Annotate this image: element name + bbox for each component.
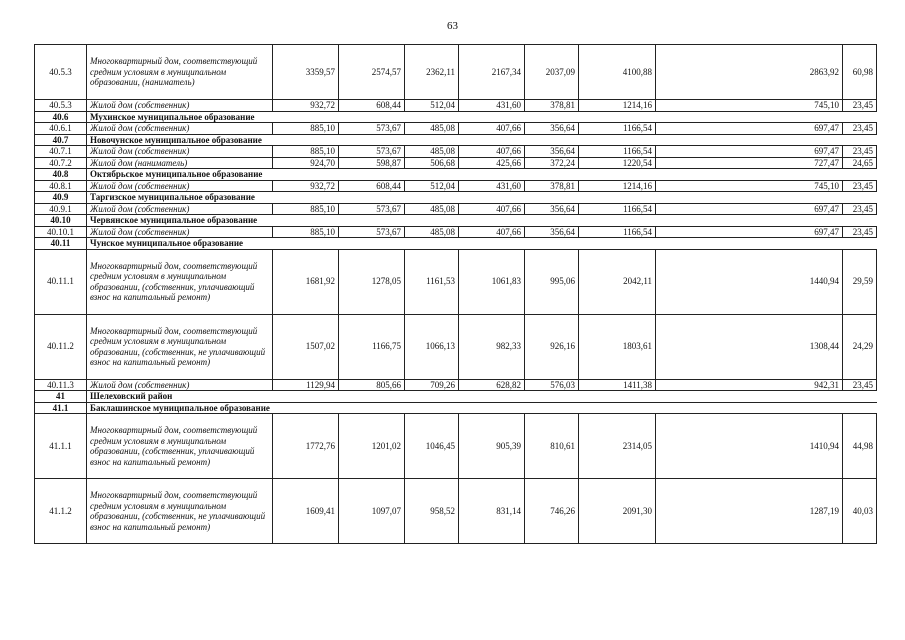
row-value: 1609,41 — [273, 479, 339, 544]
table-row — [35, 249, 877, 314]
row-value: 2042,11 — [579, 249, 656, 314]
row-description: Жилой дом (собственник) — [87, 226, 273, 238]
row-value: 1046,45 — [405, 414, 459, 479]
row-code: 40.7.1 — [35, 146, 87, 158]
row-value: 608,44 — [339, 100, 405, 112]
row-value: 485,08 — [405, 123, 459, 135]
row-value: 573,67 — [339, 123, 405, 135]
row-description: Жилой дом (собственник) — [87, 379, 273, 391]
row-value: 2037,09 — [525, 45, 579, 100]
row-value: 506,68 — [405, 157, 459, 169]
row-value: 1287,19 — [656, 479, 843, 544]
section-title: Мухинское муниципальное образование — [87, 111, 877, 123]
page-number: 63 — [447, 20, 458, 32]
table-row — [35, 226, 877, 238]
row-value: 942,31 — [656, 379, 843, 391]
row-value: 378,81 — [525, 100, 579, 112]
tariff-table — [34, 44, 877, 544]
row-code: 41.1.2 — [35, 479, 87, 544]
row-value: 885,10 — [273, 203, 339, 215]
table-row — [35, 100, 877, 112]
row-value: 697,47 — [656, 146, 843, 158]
row-value: 697,47 — [656, 123, 843, 135]
row-value: 1161,53 — [405, 249, 459, 314]
row-value: 512,04 — [405, 100, 459, 112]
row-value: 23,45 — [843, 123, 877, 135]
row-value: 29,59 — [843, 249, 877, 314]
row-code: 40.8.1 — [35, 180, 87, 192]
row-value: 982,33 — [459, 314, 525, 379]
row-value: 1220,54 — [579, 157, 656, 169]
row-value: 23,45 — [843, 146, 877, 158]
row-description: Жилой дом (собственник) — [87, 100, 273, 112]
row-value: 746,26 — [525, 479, 579, 544]
row-value: 1166,54 — [579, 146, 656, 158]
row-value: 40,03 — [843, 479, 877, 544]
row-value: 431,60 — [459, 100, 525, 112]
row-value: 573,67 — [339, 146, 405, 158]
row-description: Многоквартирный дом, соответствующий средним условиям в муниципальном образовании, (наниматель) — [87, 45, 273, 100]
row-value: 23,45 — [843, 203, 877, 215]
row-value: 2574,57 — [339, 45, 405, 100]
row-value: 3359,57 — [273, 45, 339, 100]
row-value: 608,44 — [339, 180, 405, 192]
section-code: 40.7 — [35, 134, 87, 146]
row-value: 1308,44 — [656, 314, 843, 379]
row-value: 810,61 — [525, 414, 579, 479]
section-title: Баклашинское муниципальное образование — [87, 402, 877, 414]
row-value: 598,87 — [339, 157, 405, 169]
table-row — [35, 123, 877, 135]
row-value: 932,72 — [273, 180, 339, 192]
row-value: 23,45 — [843, 100, 877, 112]
row-description: Жилой дом (собственник) — [87, 203, 273, 215]
section-code: 40.9 — [35, 192, 87, 204]
row-value: 44,98 — [843, 414, 877, 479]
row-value: 1061,83 — [459, 249, 525, 314]
section-code: 41 — [35, 391, 87, 403]
row-value: 1214,16 — [579, 100, 656, 112]
row-value: 1129,94 — [273, 379, 339, 391]
row-value: 431,60 — [459, 180, 525, 192]
section-row — [35, 134, 877, 146]
row-value: 573,67 — [339, 203, 405, 215]
row-value: 958,52 — [405, 479, 459, 544]
row-value: 1411,38 — [579, 379, 656, 391]
row-value: 407,66 — [459, 226, 525, 238]
row-code: 40.5.3 — [35, 100, 87, 112]
row-description: Жилой дом (собственник) — [87, 123, 273, 135]
table-row — [35, 146, 877, 158]
row-value: 573,67 — [339, 226, 405, 238]
row-code: 40.11.2 — [35, 314, 87, 379]
row-value: 1507,02 — [273, 314, 339, 379]
section-title: Таргизское муниципальное образование — [87, 192, 877, 204]
table-body — [35, 45, 877, 544]
row-code: 41.1.1 — [35, 414, 87, 479]
row-value: 745,10 — [656, 100, 843, 112]
row-value: 23,45 — [843, 379, 877, 391]
row-value: 905,39 — [459, 414, 525, 479]
section-code: 40.8 — [35, 169, 87, 181]
row-value: 885,10 — [273, 146, 339, 158]
row-value: 356,64 — [525, 123, 579, 135]
row-value: 1166,54 — [579, 226, 656, 238]
section-row — [35, 192, 877, 204]
row-value: 512,04 — [405, 180, 459, 192]
section-row — [35, 402, 877, 414]
section-row — [35, 169, 877, 181]
row-value: 485,08 — [405, 226, 459, 238]
row-value: 727,47 — [656, 157, 843, 169]
row-value: 485,08 — [405, 203, 459, 215]
row-value: 23,45 — [843, 180, 877, 192]
row-value: 378,81 — [525, 180, 579, 192]
table-row — [35, 180, 877, 192]
row-value: 356,64 — [525, 203, 579, 215]
row-value: 425,66 — [459, 157, 525, 169]
row-description: Многоквартирный дом, соответствующий средним условиям в муниципальном образовании, (собственник, не уплачивающий взнос на капитальный ремонт) — [87, 314, 273, 379]
row-value: 23,45 — [843, 226, 877, 238]
section-code: 40.11 — [35, 238, 87, 250]
row-value: 4100,88 — [579, 45, 656, 100]
row-value: 805,66 — [339, 379, 405, 391]
row-code: 40.11.3 — [35, 379, 87, 391]
row-description: Многоквартирный дом, соответствующий средним условиям в муниципальном образовании, (собственник, не уплачивающий взнос на капитальный ремонт) — [87, 479, 273, 544]
row-value: 628,82 — [459, 379, 525, 391]
row-value: 1410,94 — [656, 414, 843, 479]
table-row — [35, 379, 877, 391]
row-value: 2167,34 — [459, 45, 525, 100]
row-value: 407,66 — [459, 146, 525, 158]
row-value: 1066,13 — [405, 314, 459, 379]
table-row — [35, 157, 877, 169]
row-value: 924,70 — [273, 157, 339, 169]
row-value: 1681,92 — [273, 249, 339, 314]
row-value: 885,10 — [273, 226, 339, 238]
row-value: 2863,92 — [656, 45, 843, 100]
row-value: 24,65 — [843, 157, 877, 169]
section-row — [35, 238, 877, 250]
row-code: 40.9.1 — [35, 203, 87, 215]
row-value: 709,26 — [405, 379, 459, 391]
table-row — [35, 414, 877, 479]
row-value: 885,10 — [273, 123, 339, 135]
section-title: Шелеховский район — [87, 391, 877, 403]
row-value: 407,66 — [459, 203, 525, 215]
row-value: 831,14 — [459, 479, 525, 544]
row-description: Жилой дом (наниматель) — [87, 157, 273, 169]
row-description: Многоквартирный дом, соответствующий средним условиям в муниципальном образовании, (собственник, уплачивающий взнос на капитальный ремонт) — [87, 414, 273, 479]
row-value: 1214,16 — [579, 180, 656, 192]
row-value: 697,47 — [656, 203, 843, 215]
row-value: 745,10 — [656, 180, 843, 192]
row-value: 356,64 — [525, 226, 579, 238]
row-description: Жилой дом (собственник) — [87, 146, 273, 158]
row-code: 40.6.1 — [35, 123, 87, 135]
section-title: Червянское муниципальное образование — [87, 215, 877, 227]
row-value: 1803,61 — [579, 314, 656, 379]
row-value: 60,98 — [843, 45, 877, 100]
row-code: 40.7.2 — [35, 157, 87, 169]
section-row — [35, 215, 877, 227]
row-code: 40.10.1 — [35, 226, 87, 238]
row-value: 1772,76 — [273, 414, 339, 479]
row-value: 2314,05 — [579, 414, 656, 479]
row-value: 372,24 — [525, 157, 579, 169]
section-row — [35, 391, 877, 403]
table-row — [35, 203, 877, 215]
section-row — [35, 111, 877, 123]
section-code: 40.6 — [35, 111, 87, 123]
table-row — [35, 314, 877, 379]
section-code: 41.1 — [35, 402, 87, 414]
row-value: 24,29 — [843, 314, 877, 379]
row-code: 40.5.3 — [35, 45, 87, 100]
row-value: 1166,54 — [579, 203, 656, 215]
row-value: 1166,75 — [339, 314, 405, 379]
row-value: 2091,30 — [579, 479, 656, 544]
row-value: 576,03 — [525, 379, 579, 391]
row-description: Жилой дом (собственник) — [87, 180, 273, 192]
row-value: 1440,94 — [656, 249, 843, 314]
section-code: 40.10 — [35, 215, 87, 227]
row-value: 1166,54 — [579, 123, 656, 135]
row-value: 995,06 — [525, 249, 579, 314]
table-row — [35, 45, 877, 100]
row-value: 1278,05 — [339, 249, 405, 314]
row-value: 1201,02 — [339, 414, 405, 479]
row-value: 926,16 — [525, 314, 579, 379]
row-value: 697,47 — [656, 226, 843, 238]
table-row — [35, 479, 877, 544]
row-value: 485,08 — [405, 146, 459, 158]
section-title: Октябрьское муниципальное образование — [87, 169, 877, 181]
section-title: Новочунское муниципальное образование — [87, 134, 877, 146]
row-value: 356,64 — [525, 146, 579, 158]
row-value: 1097,07 — [339, 479, 405, 544]
row-value: 407,66 — [459, 123, 525, 135]
row-description: Многоквартирный дом, соответствующий средним условиям в муниципальном образовании, (собственник, уплачивающий взнос на капитальный ремонт) — [87, 249, 273, 314]
row-value: 2362,11 — [405, 45, 459, 100]
row-code: 40.11.1 — [35, 249, 87, 314]
section-title: Чунское муниципальное образование — [87, 238, 877, 250]
row-value: 932,72 — [273, 100, 339, 112]
